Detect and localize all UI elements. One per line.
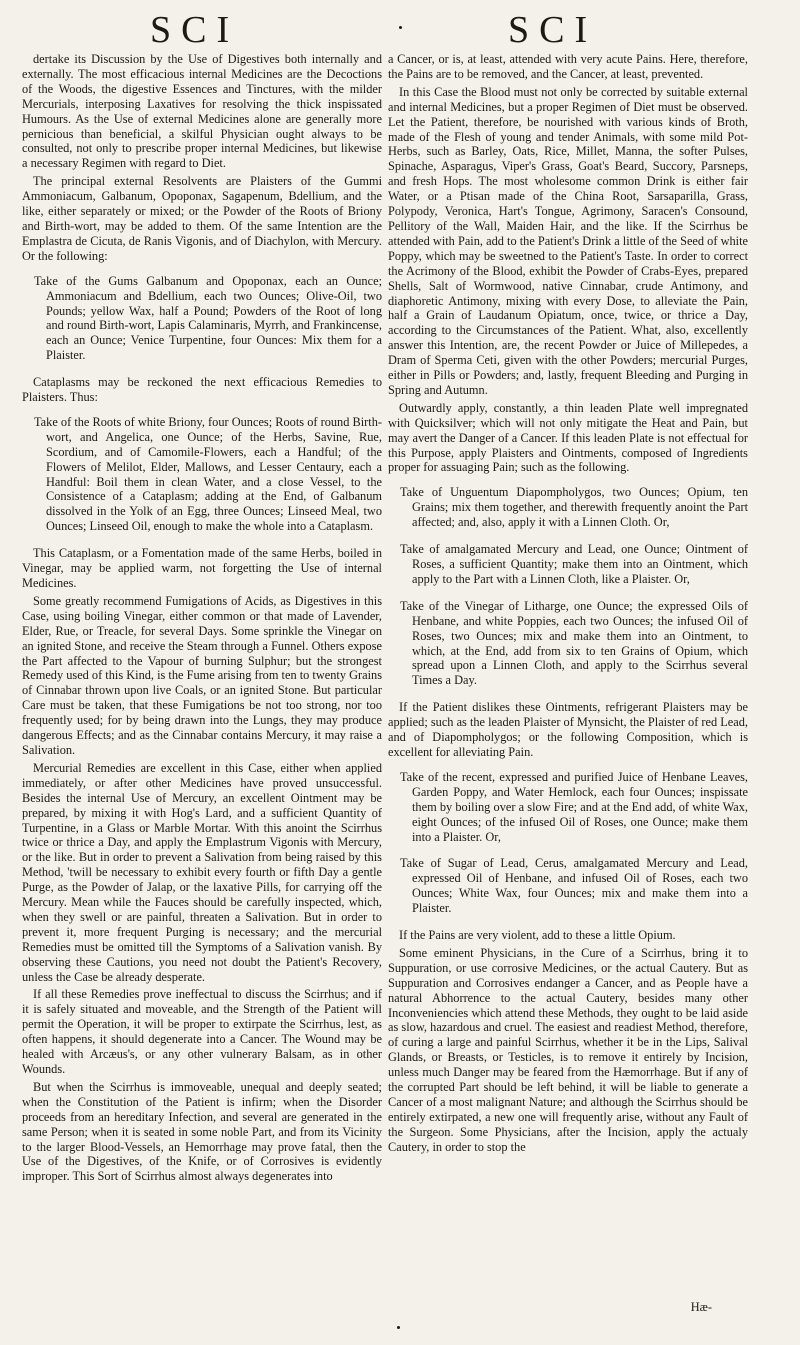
recipe-block: [34, 274, 382, 363]
recipe-block: [34, 415, 382, 534]
recipe-text: Take of amalgamated Mercury and Lead, one Ounce; Ointment of Roses, a sufficient Quantity; make them into an Ointment, which apply to the Part with a Linnen Cloth, like a Plaister. Or,: [400, 542, 748, 586]
recipe-block: [400, 542, 748, 587]
recipe-text: Take of the Gums Galbanum and Opoponax, each an Ounce; Ammoniacum and Bdellium, each two Ounces; Olive-Oil, two Pounds; yellow Wax, half a Pound; Powders of the Root of long and round Birth-wort, Lapis Calaminaris, Myrrh, and Frankincense, each an Ounce; Venice Turpentine, four Ounces: Mix them for a Plaister.: [34, 273, 382, 363]
head-ornament-dot: [399, 26, 402, 29]
running-head-right: SCI: [508, 9, 598, 51]
paragraph: If the Patient dislikes these Ointments, refrigerant Plaisters may be applied; such as the leaden Plaister of Mynsicht, the Plaister of red Lead, and of Diapompholygos; or the following Composition, which is excellent for alleviating Pain.: [388, 700, 748, 759]
paragraph: dertake its Discussion by the Use of Digestives both internally and externally. The most efficacious internal Medicines are the Decoctions of the Woods, the digestive Essences and Tinctures, with the milder Mercurials, interposing Laxatives for resolving the thick inspissated Humours. As the Use of external Medicines alone are generally more pernicious than beneficial, a skilful Physician ought always to be consulted, not only to prescribe proper internal Medicines, but likewise a necessary Regimen with regard to Diet.: [22, 52, 382, 171]
catchword: Hæ-: [690, 1300, 712, 1314]
recipe-text: Take of the recent, expressed and purified Juice of Henbane Leaves, Garden Poppy, and Water Hemlock, each four Ounces; inspissate them by boiling over a slow Fire; and at the End add, of white Wax, eight Ounces; of the infused Oil of Roses, one Ounce; make them into a Plaister. Or,: [400, 769, 748, 844]
left-column: [22, 52, 382, 1187]
recipe-text: Take of the Roots of white Briony, four Ounces; Roots of round Birth-wort, and Angelica, one Ounce; of the Herbs, Savine, Rue, Scordium, and of Camomile-Flowers, each a Handful; of the Flowers of Melilot, Elder, Mallows, and Lesser Centaury, each a Handful: Boil them in clean Water, and a close Vessel, to the Consistence of a Cataplasm; adding at the End, of Galbanum dissolved in the Yolk of an Egg, three Ounces; Linseed Meal, two Ounces; Linseed Oil, enough to make the whole into a Cataplasm.: [34, 414, 382, 534]
paragraph: Cataplasms may be reckoned the next efficacious Remedies to Plaisters. Thus:: [22, 375, 382, 405]
recipe-text: Take of Sugar of Lead, Cerus, amalgamated Mercury and Lead, expressed Oil of Henbane, and infused Oil of Roses, each two Ounces; White Wax, four Ounces; mix and make them into a Plaister.: [400, 856, 748, 916]
paragraph: If all these Remedies prove ineffectual to discuss the Scirrhus; and if it is safely situated and moveable, and the Strength of the Patient will permit the Operation, it will be proper to extirpate the Scirrhus, lest, as often happens, it should degenerate into a Cancer. The Wound may be healed with Arcæus's, or any other vulnerary Balsam, as in other Wounds.: [22, 987, 382, 1076]
recipe-block: [400, 485, 748, 530]
paragraph: This Cataplasm, or a Fomentation made of the same Herbs, boiled in Vinegar, may be applied warm, not forgetting the Use of internal Medicines.: [22, 546, 382, 590]
recipe-text: Take of Unguentum Diapompholygos, two Ounces; Opium, ten Grains; mix them together, and therewith frequently anoint the Part affected; and, also, apply it with a Linnen Cloth. Or,: [400, 485, 748, 530]
signature-mark: [397, 1326, 400, 1329]
paragraph: Mercurial Remedies are excellent in this Case, either when applied immediately, or after other Medicines have proved unsuccessful. Besides the internal Use of Mercury, an excellent Ointment may be prepared, by mixing it with Hog's Lard, and a sufficient Quantity of Turpentine, in a Glass or Marble Mortar. With this anoint the Scirrhus twice or thrice a Day, and apply the Emplastrum Vigonis with Mercury, or the like. But in order to prevent a Salivation from being raised by this Method, 'twill be necessary to exhibit every fourth or fifth Day a gentle Purge, as the Powder of Jalap, or the laxative Pills, for carrying off the Mercury. Mean while the Fauces should be carefully inspected, which, when they swell or are painful, threaten a Salivation. But in order to prevent it, more frequent Purging is necessary; and the mercurial Remedies must be omitted till the Symptoms of a Salivation vanish. By observing these Cautions, you need not doubt the Patient's Recovery, unless the Case be already desperate.: [22, 760, 382, 984]
paragraph: In this Case the Blood must not only be corrected by suitable external and internal Medicines, but a proper Regimen of Diet must be observed. Let the Patient, therefore, be nourished with various kinds of Broth, made of the Flesh of young and tender Animals, with some mild Pot-Herbs, such as Barley, Oats, Rice, Millet, Manna, the softer Pulses, Spinache, Asparagus, Viper's Grass, Goat's Beard, Succory, Parsneps, and fresh Hops. The most wholesome common Drink is either fair Water, or a Ptisan made of the China Root, Sarsaparilla, Grass, Polypody, Veronica, Hart's Tongue, Agrimony, Saracen's Consound, Pellitory of the Wall, Maiden Hair, and the like. If the Scirrhus be attended with Pain, add to the Patient's Drink a little of the Seed of white Poppy, which may be sweetned to the Patient's Taste. In order to correct the Acrimony of the Blood, exhibit the Powder of Crabs-Eyes, prepared Shells, Salt of Wormwood, native Cinnabar, crude Antimony, and diaphoretic Antimony, mixing with every Dose, to alleviate the Pain, half a Grain of Laudanum Opiatum, once, twice, or thrice a Day, according to the Circumstances of the Patient. What, also, excellently answer this Intention, are, the recent Powder or Juice of Millepedes, a Dram of Sperma Ceti, given with the other Powders; mercurial Purges, either in Pills or Powders; and, lastly, frequent Bleeding and Purging in Spring and Autumn.: [388, 84, 748, 397]
running-head-left: SCI: [150, 9, 240, 51]
recipe-block: [400, 856, 748, 916]
recipe-text: Take of the Vinegar of Litharge, one Ounce; the expressed Oils of Henbane, and white Poppies, each two Ounces; the infused Oil of Roses, two Ounces; mix and make them into an Ointment, to which, at the End, add from six to ten Grains of Opium, which spread upon a Linnen Cloth, and apply to the Scirrhus several Times a Day.: [400, 598, 748, 688]
recipe-block: [400, 599, 748, 688]
paragraph: Some eminent Physicians, in the Cure of a Scirrhus, bring it to Suppuration, or use corrosive Medicines, or the actual Cautery. But as Suppuration and Corrosives endanger a Cancer, and as People have a natural Abhorrence to the actual Cautery, besides many other Inconveniencies which attend these Methods, they ought to be laid aside as slow, hazardous and cruel. The easiest and readiest Method, therefore, of curing a large and painful Scirrhus, whether it be in the Lips, Salival Glands, or Breasts, or Testicles, is to remove it entirely by Incision, unless much Danger may be feared from the Hæmorrhage. But if any of the corrupted Part should be left behind, it will be liable to generate a Cancer of a most malignant Nature; and although the Scirrhus should be entirely extirpated, a new one will frequently arise, without any Fault of the Surgeon. Some Physicians, after the Incision, apply the actualy Cautery, in order to stop the: [388, 945, 748, 1154]
recipe-block: [400, 770, 748, 845]
paragraph: Some greatly recommend Fumigations of Acids, as Digestives in this Case, using boiling Vinegar, either common or that made of Lavender, Elder, Rue, or Treacle, for several Days. Some sprinkle the Vinegar on an ignited Stone, and receive the Steam through a Funnel. Others expose the Part affected to the Vapour of burning Sulphur; but the strongest Remedy used of this Kind, is the Fume arising from ten to twenty Grains of Cinnabar thrown upon live Coals, or an ignited Stone. But particular Care must be taken, that these Fumigations be not too strong, nor too frequently used; for by being drawn into the Lungs, they may produce dangerous Effects; and as the Cinnabar contains Mercury, it may raise a Salivation.: [22, 593, 382, 757]
paragraph: If the Pains are very violent, add to these a little Opium.: [399, 928, 676, 943]
right-column: [388, 52, 748, 1158]
paragraph: But when the Scirrhus is immoveable, unequal and deeply seated; when the Constitution of the Patient is infirm; when the Disorder proceeds from an hereditary Infection, and several are generated in the same Person; when it is seated in some noble Part, and from its Vicinity to the larger Blood-Vessels, an Hemorrhage may prove fatal, then the Use of the Digestives, of the Knife, or of Corrosives is evidently improper. This Sort of Scirrhus almost always degenerates into: [22, 1079, 382, 1184]
paragraph: Outwardly apply, constantly, a thin leaden Plate well impregnated with Quicksilver; which will not only mitigate the Heat and Pain, but may avert the Danger of a Cancer. If this leaden Plate is not effectual for this Purpose, apply Plaisters and Ointments, composed of Ingredients proper for assuaging Pain; such as the following.: [388, 400, 748, 475]
paragraph: The principal external Resolvents are Plaisters of the Gummi Ammoniacum, Galbanum, Opoponax, Sagapenum, Bdellium, and the like, either separately or mixed; or the Powder of the Roots of Briony and Birth-wort, may be added to them. Of the same Intention are the Emplastra de Cicuta, de Ranis Vigonis, and of Diachylon, with Mercury. Or the following:: [22, 174, 382, 263]
paragraph: a Cancer, or is, at least, attended with very acute Pains. Here, therefore, the Pains are to be removed, and the Cancer, at least, prevented.: [388, 52, 748, 81]
